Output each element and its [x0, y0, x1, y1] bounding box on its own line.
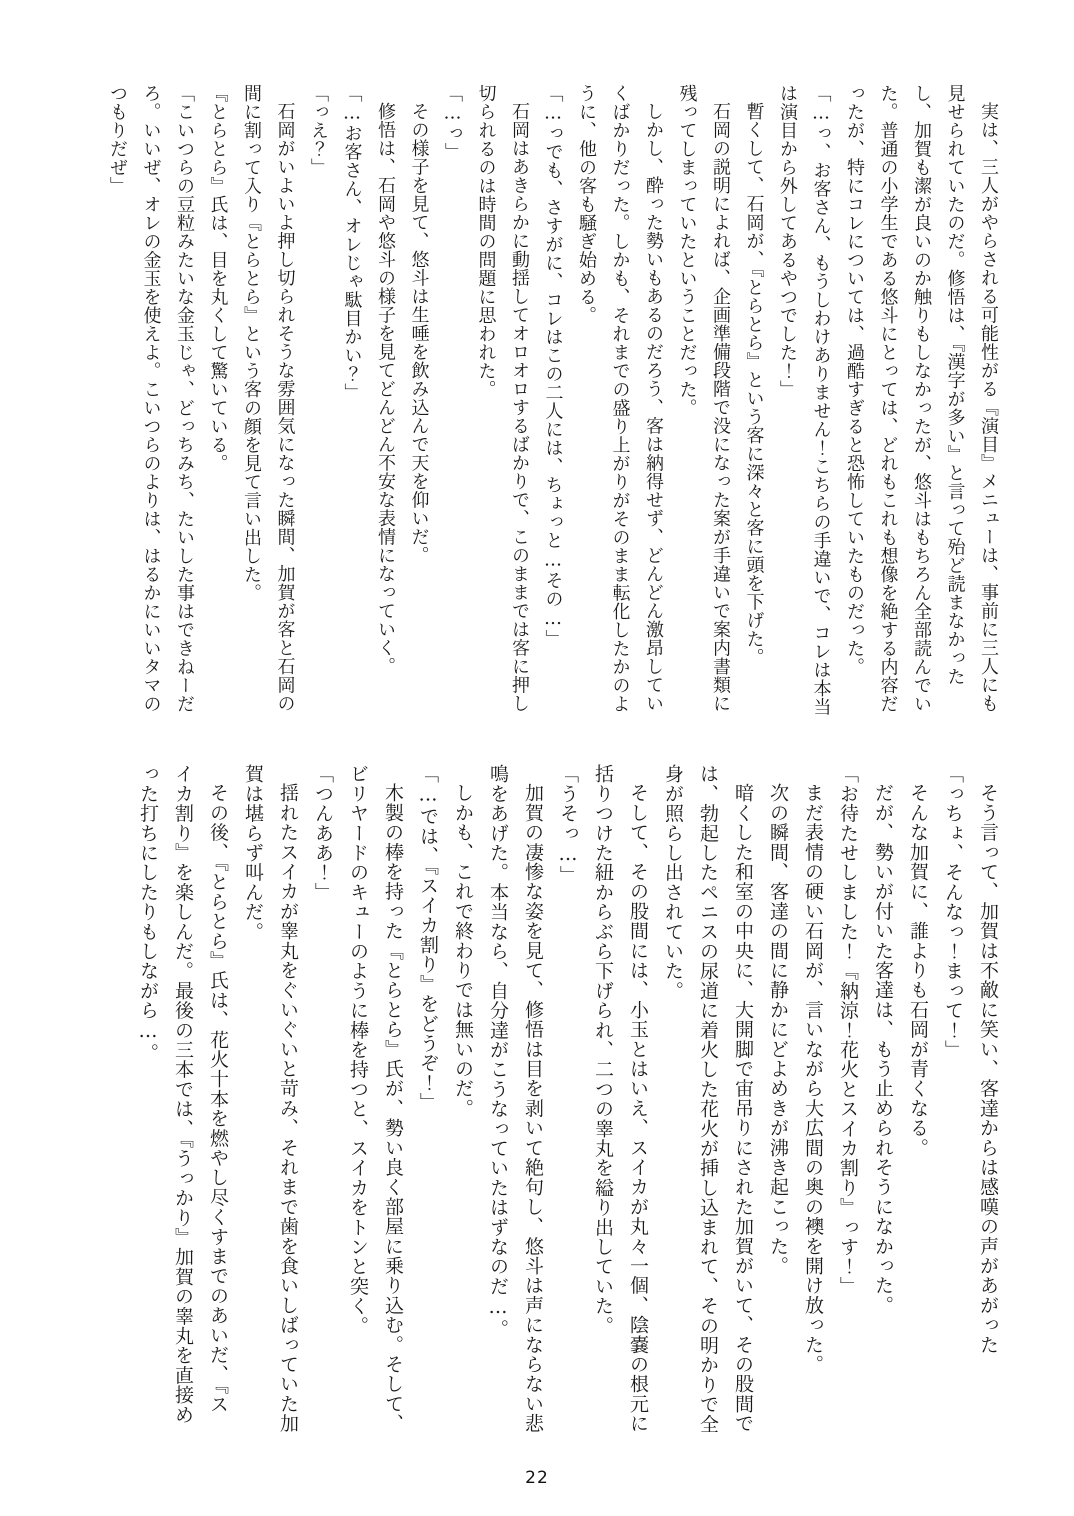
text-line: しかも、これで終わりでは無いのだ。 [452, 783, 474, 1118]
text-line: 「…では、『スイカ割り』をどうぞ！」 [417, 764, 439, 1113]
text-line: 「っちょ、そんなっ！まって！」 [942, 764, 964, 1060]
text-line: 石岡がいよいよ押し切られそうな雰囲気になった瞬間、加賀が客と石岡の [274, 102, 296, 713]
text-line: 修悟は、石岡や悠斗の様子を見てどんどん不安な表情になっていく。 [375, 102, 396, 676]
text-line: 間に割って入り『とらとら』という客の顔を見て言い出した。 [241, 84, 262, 602]
text-line: 見せられていたのだ。修悟は、『漢字が多い』と言って殆ど読まなかった [944, 84, 966, 686]
text-line: 「お待たせしました！『納涼！花火とスイカ割り』っす！」 [837, 764, 859, 1296]
text-line: った打ちにしたりもしながら…。 [137, 764, 159, 1063]
text-line: 「うそっ…」 [557, 764, 579, 886]
text-line: 暫くして、石岡が、『とらとら』という客に深々と客に頭を下げた。 [743, 102, 765, 667]
text-line: イカ割り』を楽しんだ。最後の三本では、『うっかり』加賀の睾丸を直接め [172, 764, 194, 1425]
text-line: くばかりだった。しかも、それまでの盛り上がりがそのまま転化したかのよ [609, 84, 631, 713]
text-line: は、勃起したペニスの尿道に着火した花火が挿し込まれて、その明かりで全 [697, 764, 719, 1434]
text-line: そう言って、加賀は不敵に笑い、客達からは感嘆の声があがった [977, 783, 999, 1355]
text-line: 暗くした和室の中央に、大開脚で宙吊りにされた加賀がいて、その股間で [732, 783, 754, 1434]
text-line: 石岡の説明によれば、企画準備段階で没になった案が手違いで案内書類に [710, 102, 731, 713]
text-line: 「っえ？」 [308, 84, 329, 177]
text-line: その後、『とらとら』氏は、花火十本を燃やし尽くすまでのあいだ、『ス [207, 783, 229, 1415]
text-line: つもりだぜ」 [107, 84, 128, 195]
text-line: 「…っでも、さすがに、コレはこの二人には、ちょっと…その…」 [542, 84, 564, 648]
text-line: 賀は堪らず叫んだ。 [242, 764, 264, 942]
text-line: だが、勢いが付いた客達は、もう止められそうになかった。 [872, 783, 894, 1315]
text-line: 「…っ」 [442, 84, 463, 161]
text-line: 実は、三人がやらされる可能性がる『演目』メニューは、事前に三人にも [978, 102, 999, 713]
text-line: 次の瞬間、客達の間に静かにどよめきが沸き起こった。 [767, 783, 789, 1276]
text-line: 「…っ、お客さん、もうしわけありません！こちらの手違いで、コレは本当 [810, 84, 832, 716]
story-text-top-block [101, 84, 1006, 718]
text-line: 切られるのは時間の問題に思われた。 [475, 84, 497, 399]
text-line: そして、その股間には、小玉とはいえ、スイカが丸々一個、陰嚢の根元に [627, 783, 649, 1434]
text-line: 石岡はあきらかに動揺してオロオロするばかりで、このままでは客に押し [509, 102, 530, 713]
text-line: そんな加賀に、誰よりも石岡が青くなる。 [907, 783, 929, 1158]
text-line: 木製の棒を持った『とらとら』氏が、勢い良く部屋に乗り込む。そして、 [382, 783, 404, 1434]
text-line: 「こいつらの豆粒みたいな金玉じゃ、どっちみち、たいした事はできねーだ [174, 84, 195, 713]
text-line: 揺れたスイカが睾丸をぐいぐいと苛み、それまで歯を食いしばっていた加 [277, 783, 299, 1434]
text-line: 「…お客さん、オレじゃ駄目かい？」 [341, 84, 363, 402]
text-line: 残ってしまっていたということだった。 [676, 84, 698, 417]
story-text-bottom-block [130, 764, 1005, 1438]
text-line: は演目から外してあるやつでした！」 [777, 84, 798, 399]
text-line: 鳴をあげた。本当なら、自分達がこうなっていたはずなのだ…。 [487, 764, 509, 1339]
text-line: うに、他の客も騒ぎ始める。 [576, 84, 597, 325]
text-line: し、加賀も潔が良いのか触りもしなかったが、悠斗はもちろん全部読んでい [911, 84, 932, 713]
text-line: 加賀の凄惨な姿を見て、修悟は目を剥いて絶句し、悠斗は声にならない悲 [522, 783, 544, 1434]
text-line: まだ表情の硬い石岡が、言いながら大広間の奥の襖を開け放った。 [802, 783, 824, 1374]
text-line: ビリヤードのキューのように棒を持つと、スイカをトンと突く。 [347, 764, 369, 1336]
text-line: その様子を見て、悠斗は生唾を飲み込んで天を仰いだ。 [408, 102, 430, 565]
text-line: しかし、酔った勢いもあるのだろう、客は納得せず、どんどん激昂してい [643, 102, 664, 713]
text-line: ろ。いいぜ、オレの金玉を使えよ。こいつらのよりは、はるかにいいタマの [140, 84, 162, 713]
text-line: 「つんああ！」 [312, 764, 334, 902]
text-line: た。普通の小学生である悠斗にとっては、どれもこれも想像を絶する内容だ [877, 84, 899, 713]
text-line: 『とらとら』氏は、目を丸くして驚いている。 [207, 84, 229, 473]
text-line: 括りつけた紐からぶら下げられ、二つの睾丸を縊り出していた。 [592, 764, 614, 1336]
text-line: 身が照らし出されていた。 [662, 764, 684, 1001]
text-line: ったが、特にコレについては、過酷すぎると恐怖していたものだった。 [844, 84, 865, 676]
page-number: 22 [525, 1468, 549, 1488]
